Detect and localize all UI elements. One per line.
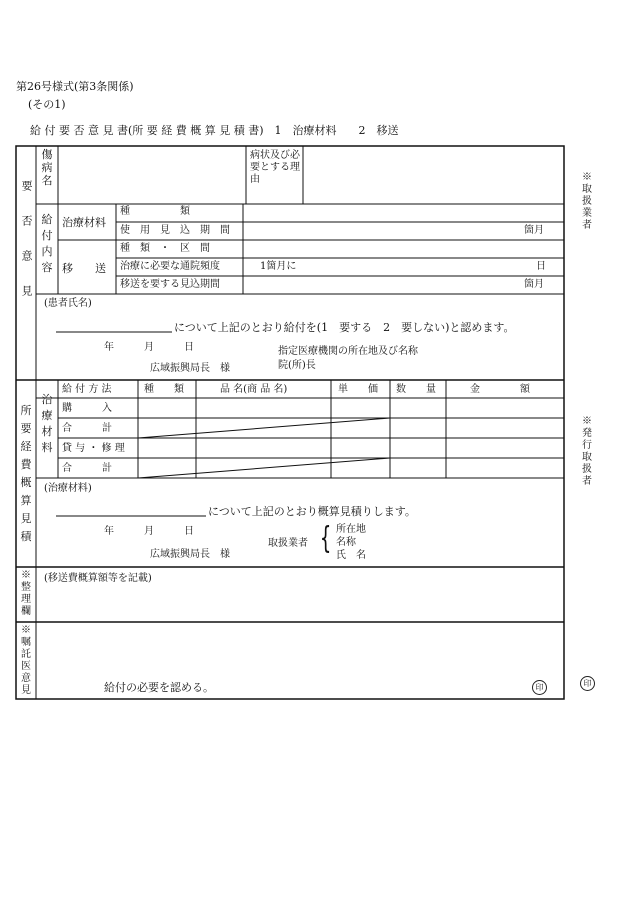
shokutaku-statement: 給付の必要を認める。 — [104, 681, 214, 694]
mitsumori-section-label: 所要経費概算見積 — [20, 404, 32, 543]
col-qty: 数 量 — [396, 384, 436, 395]
yohi-addressee: 広域振興局長 様 — [150, 363, 230, 374]
vendor-address-label: 所在地 — [336, 524, 366, 535]
row-purchase: 購 入 — [62, 403, 112, 414]
transfer-type-label: 種 類 ・ 区 間 — [120, 243, 210, 254]
director-label: 院(所)長 — [278, 360, 316, 371]
col-amount: 金 額 — [470, 384, 530, 395]
reason-label: 病状及び必要とする理由 — [250, 150, 300, 185]
content-label: 給付内容 — [41, 213, 53, 274]
vendor-brace: { — [319, 521, 332, 556]
col-product: 品 名(商 品 名) — [220, 384, 288, 395]
transfer-period-unit: 箇月 — [524, 279, 544, 290]
vendor-side-note: ※取扱業者 — [582, 172, 592, 231]
row-subtotal-purchase: 合 計 — [62, 423, 112, 434]
form-part: (その1) — [28, 98, 66, 111]
doctor-seal-icon: 印 — [532, 680, 547, 695]
mitsumori-statement: について上記のとおり概算見積りします。 — [208, 505, 416, 518]
item-type-label: 種 類 — [120, 206, 190, 217]
item-period-label: 使 用 見 込 期 間 — [120, 225, 230, 236]
institution-label: 指定医療機関の所在地及び名称 — [278, 346, 418, 357]
form-number: 第26号様式(第3条関係) — [16, 80, 134, 93]
visit-frequency-label: 治療に必要な通院頻度 — [120, 261, 220, 272]
visit-frequency-value: 1箇月に — [260, 261, 297, 272]
patient-name-label: (患者氏名) — [44, 298, 92, 309]
vendor-person-label: 氏 名 — [336, 550, 366, 561]
seiri-note: (移送費概算額等を記載) — [44, 573, 152, 584]
yohi-statement: について上記のとおり給付を(1 要する 2 要しない)と認めます。 — [174, 321, 515, 334]
mitsumori-material-label: 治療材料 — [41, 393, 53, 454]
col-type: 種 類 — [144, 384, 184, 395]
yohi-date: 年 月 日 — [104, 342, 194, 353]
col-price: 単 価 — [338, 384, 378, 395]
col-method: 給 付 方 法 — [62, 384, 112, 395]
vendor-label: 取扱業者 — [268, 538, 308, 549]
disease-label: 傷病名 — [41, 148, 53, 187]
item-period-unit: 箇月 — [524, 225, 544, 236]
mitsumori-material-note: (治療材料) — [44, 483, 92, 494]
form-title: 給 付 要 否 意 見 書(所 要 経 費 概 算 見 積 書) 1 治療材料 2 移送 — [30, 124, 399, 137]
row-subtotal-rental: 合 計 — [62, 463, 112, 474]
yohi-section-label: 要否意見 — [20, 180, 33, 320]
transfer-label: 移 送 — [62, 262, 106, 275]
vendor-name-label: 名称 — [336, 537, 356, 548]
seiri-section-label: ※整理欄 — [21, 570, 31, 617]
material-label: 治療材料 — [62, 216, 106, 229]
issuer-seal-icon: 印 — [580, 676, 595, 691]
shokutaku-section-label: ※嘱託医意見 — [21, 625, 31, 696]
row-rental: 貸 与 ・ 修 理 — [62, 443, 125, 454]
transfer-period-label: 移送を要する見込期間 — [120, 279, 220, 290]
issuer-side-note: ※発行取扱者 — [582, 416, 592, 487]
mitsumori-date: 年 月 日 — [104, 526, 194, 537]
mitsumori-addressee: 広域振興局長 様 — [150, 549, 230, 560]
visit-frequency-unit: 日 — [536, 261, 546, 272]
